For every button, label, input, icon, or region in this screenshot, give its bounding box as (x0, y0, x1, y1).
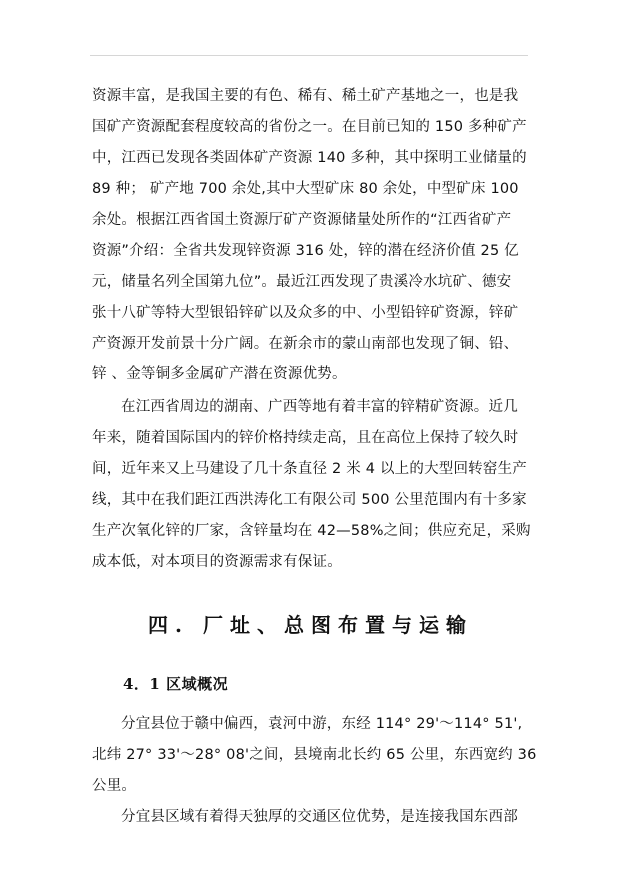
paragraph-line: 国矿产资源配套程度较高的省份之一。在目前已知的 150 多种矿产 (92, 119, 527, 135)
subsection-title: 4．1 区域概况 (123, 675, 229, 693)
paragraph-line: 公里。 (92, 778, 137, 794)
paragraph-line: 余处。根据江西省国土资源厅矿产资源储量处所作的“江西省矿产 (92, 212, 512, 228)
paragraph-line: 间，近年来又上马建设了几十条直径 2 米 4 以上的大型回转窑生产 (92, 461, 527, 477)
paragraph-line: 产资源开发前景十分广阔。在新余市的蒙山南部也发现了铜、铅、 (92, 336, 519, 352)
paragraph-line: 89 种； 矿产地 700 余处,其中大型矿床 80 余处，中型矿床 100 (92, 181, 519, 197)
paragraph-line: 中，江西已发现各类固体矿产资源 140 多种，其中探明工业储量的 (92, 150, 527, 166)
header-rule (90, 55, 528, 56)
paragraph-line: 在江西省周边的湖南、广西等地有着丰富的锌精矿资源。近几 (121, 399, 518, 415)
paragraph-line: 资源”介绍：全省共发现锌资源 316 处，锌的潜在经济价值 25 亿 (92, 243, 519, 259)
paragraph-line: 分宜县区域有着得天独厚的交通区位优势，是连接我国东西部 (121, 809, 518, 825)
section-title: 四. 厂址、总图布置与运输 (148, 613, 473, 637)
paragraph-line: 生产次氧化锌的厂家，含锌量均在 42—58%之间；供应充足，采购 (92, 523, 531, 539)
paragraph-line: 北纬 27° 33'～28° 08'之间，县境南北长约 65 公里，东西宽约 36 (92, 747, 537, 763)
paragraph-line: 锌 、金等铜多金属矿产潜在资源优势。 (92, 366, 347, 382)
paragraph-line: 成本低，对本项目的资源需求有保证。 (92, 554, 342, 570)
paragraph-line: 线，其中在我们距江西洪涛化工有限公司 500 公里范围内有十多家 (92, 492, 527, 508)
paragraph-line: 元，储量名列全国第九位”。最近江西发现了贵溪冷水坑矿、德安 (92, 274, 512, 290)
paragraph-line: 张十八矿等特大型银铅锌矿以及众多的中、小型铅锌矿资源，锌矿 (92, 305, 519, 321)
paragraph-line: 资源丰富，是我国主要的有色、稀有、稀土矿产基地之一，也是我 (92, 88, 519, 104)
paragraph-line: 年来，随着国际国内的锌价格持续走高，且在高位上保持了较久时 (92, 430, 519, 446)
paragraph-line: 分宜县位于赣中偏西，袁河中游，东经 114° 29'～114° 51', (121, 716, 523, 732)
